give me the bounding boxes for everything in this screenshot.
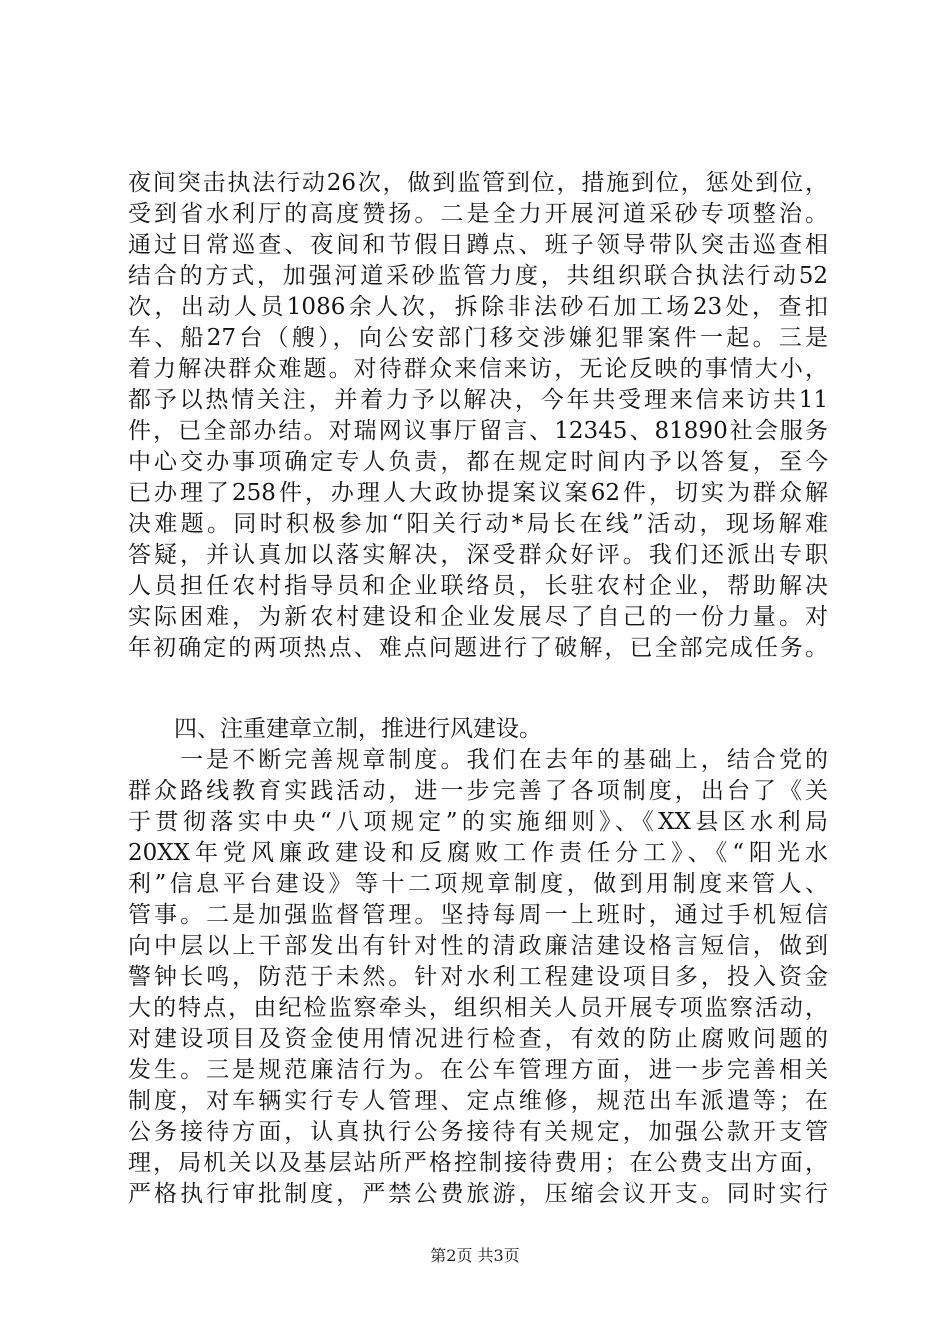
- text-line: 次，出动人员1086余人次，拆除非法砂石加工场23处，查扣: [128, 294, 828, 320]
- text-line: 人员担任农村指导员和企业联络员，长驻农村企业，帮助解决: [128, 573, 828, 599]
- document-body: [128, 168, 828, 1210]
- text-line: 警钟长鸣，防范于未然。针对水利工程建设项目多，投入资金: [128, 964, 828, 990]
- text-line: 通过日常巡查、夜间和节假日蹲点、班子领导带队突击巡查相: [128, 232, 828, 258]
- text-line: 受到省水利厅的高度赞扬。二是全力开展河道采砂专项整治。: [128, 201, 828, 227]
- text-line: 管事。二是加强监督管理。坚持每周一上班时，通过手机短信: [128, 902, 828, 928]
- text-line: 20XX年党风廉政建设和反腐败工作责任分工》、《“阳光水: [128, 840, 828, 866]
- paragraph-spacer: [128, 664, 828, 714]
- text-line: 利”信息平台建设》等十二项规章制度，做到用制度来管人、: [128, 871, 828, 897]
- text-line: 决难题。同时积极参加“阳关行动*局长在线”活动，现场解难: [128, 511, 828, 537]
- text-line: 都予以热情关注，并着力予以解决，今年共受理来信来访共11: [128, 387, 828, 413]
- text-line: 理，局机关以及基层站所严格控制接待费用；在公费支出方面，: [128, 1150, 828, 1176]
- text-line: 对建设项目及资金使用情况进行检查，有效的防止腐败问题的: [128, 1026, 828, 1052]
- text-line: 答疑，并认真加以落实解决，深受群众好评。我们还派出专职: [128, 542, 828, 568]
- text-line: 于贯彻落实中央“八项规定”的实施细则》、《XX县区水利局: [128, 809, 828, 835]
- text-line: 车、船27台（艘），向公安部门移交涉嫌犯罪案件一起。三是: [128, 325, 828, 351]
- text-line: 件，已全部办结。对瑞网议事厅留言、12345、81890社会服务: [128, 418, 828, 444]
- text-line: 向中层以上干部发出有针对性的清政廉洁建设格言短信，做到: [128, 933, 828, 959]
- paragraph-1: [128, 168, 828, 664]
- paragraph-2: [128, 714, 828, 1210]
- page-number-footer: 第2页 共3页: [430, 1246, 520, 1265]
- text-line: 大的特点，由纪检监察牵头，组织相关人员开展专项监察活动，: [128, 995, 828, 1021]
- text-line: 结合的方式，加强河道采砂监管力度，共组织联合执法行动52: [128, 263, 828, 289]
- text-line: 发生。三是规范廉洁行为。在公车管理方面，进一步完善相关: [128, 1057, 828, 1083]
- text-line: 严格执行审批制度，严禁公费旅游，压缩会议开支。同时实行: [128, 1181, 828, 1207]
- text-line: 中心交办事项确定专人负责，都在规定时间内予以答复，至今: [128, 449, 828, 475]
- text-line: 制度，对车辆实行专人管理、定点维修，规范出车派遣等；在: [128, 1088, 828, 1114]
- text-line: 夜间突击执法行动26次，做到监管到位，措施到位，惩处到位，: [128, 170, 828, 196]
- section-heading: 四、注重建章立制，推进行风建设。: [128, 716, 542, 742]
- text-line: 年初确定的两项热点、难点问题进行了破解，已全部完成任务。: [128, 635, 828, 661]
- text-line: 着力解决群众难题。对待群众来信来访，无论反映的事情大小，: [128, 356, 828, 382]
- text-line: 实际困难，为新农村建设和企业发展尽了自己的一份力量。对: [128, 604, 828, 630]
- text-line: 已办理了258件，办理人大政协提案议案62件，切实为群众解: [128, 480, 828, 506]
- text-line: 群众路线教育实践活动，进一步完善了各项制度，出台了《关: [128, 778, 828, 804]
- text-line: 一是不断完善规章制度。我们在去年的基础上，结合党的: [128, 747, 828, 773]
- text-line: 公务接待方面，认真执行公务接待有关规定，加强公款开支管: [128, 1119, 828, 1145]
